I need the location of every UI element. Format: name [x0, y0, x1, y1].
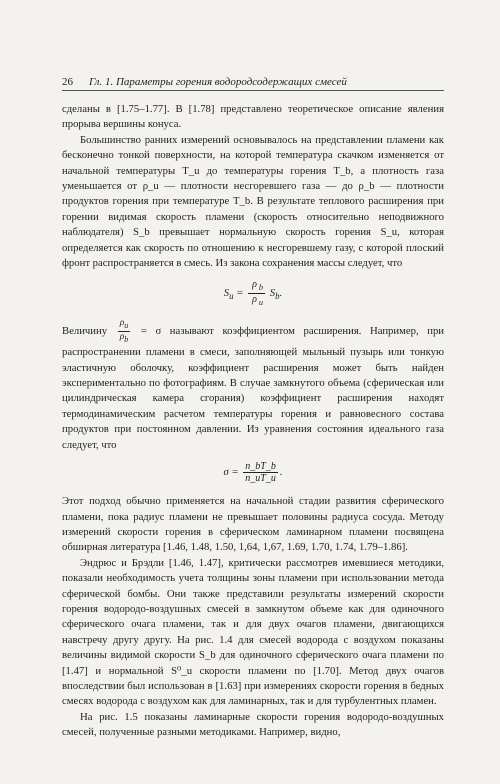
running-title: Гл. 1. Параметры горения водородсодержащих смесей: [89, 76, 347, 88]
running-header: [62, 76, 444, 91]
equation-mass-conservation: $S_u$ = $\frac{\rho _b}{\rho _u}$ $S_b$.: [223, 279, 283, 308]
body-text: [62, 102, 444, 741]
equation-expansion-ratio: σ = $\frac{n\_bT\_b}{n\_uT\_u}$ .: [223, 461, 283, 485]
paragraph: Этот подход обычно применяется на начальной стадии развития сферического пламени, пока радиус пламени не превышает половины радиуса сосуда. Методу измерений скорости горения в сферическом ламинарном пламени посвящена обширная литература [1.46, 1.48, 1.50, 1,64, 1,67, 1.69, 1.70, 1.74, 1.79–1.86].: [62, 495, 444, 554]
paragraph: Эндрюс и Брэдли [1.46, 1.47], критически рассмотрев имевшиеся методики, показали необходимость учета толщины зоны пламени при использовании метода сферической бомбы. Они также представили результаты измерений скорости горения водородо-воздушных смесей в замкнутом объеме как для одиночного сферического очага пламени, так и для двух очагов пламени, двигающихся навстречу другу другу. На рис. 1.4 для смесей водорода с воздухом показаны величины видимой скорости S_b для одиночного сферического очага пламени по [1.47] и нормальной S⁰_u скорости пламени по [1.70]. Метод двух очагов впоследствии был использован в [1.63] при измерениях скорости горения в бедных смесях водорода с воздухом как для ламинарных, так и для турбулентных пламен.: [62, 556, 444, 708]
paragraph: Большинство ранних измерений основывалось на представлении пламени как бесконечно тонкой поверхности, на которой температура скачком изменяется от начальной температуры T_u до температуры горения T_b, а плотность газа уменьшается от ρ_u — плотности несгоревшего газа — до ρ_b — плотности продуктов горения при температуре T_b. В результате теплового расширения при горении видимая скорость пламени (скорость относительно неподвижного наблюдателя) S_b превышает нормальную скорость горения S_u, которая определяется как скорость по отношению к несгоревшему газу, с которой плоский фронт распространяется в смесь. Из закона сохранения массы следует, что: [62, 133, 444, 270]
paragraph: сделаны в [1.75–1.77]. В [1.78] представлено теоретическое описание явления прорыва вершины конуса.: [62, 103, 444, 131]
fraction: $\frac{\rho_u}{\rho_b}$: [119, 318, 129, 345]
fraction: $\frac{n\_bT\_b}{n\_uT\_u}$: [245, 461, 276, 485]
page-number: 26: [62, 76, 73, 88]
paragraph: На рис. 1.5 показаны ламинарные скорости горения водородо-воздушных смесей, полученные разными методиками. Например, видно,: [62, 710, 444, 739]
paragraph: Величину $\frac{\rho_u}{\rho_b}$ = σ называют коэффициентом расширения. Например, при распространении пламени в смеси, заполняющей мыльный пузырь или тонкую эластичную оболочку, коэффициент расширения может быть найден экспериментально по фотографиям. В случае замкнутого объема (сферическая или цилиндрическая камера сгорания) коэффициент расширения находят термодинамическим расчетом температуры горения и равновесного состава продуктов при постоянном давлении. Из уравнения состояния идеального газа следует, что: [62, 318, 445, 451]
fraction: $\frac{\rho _b}{\rho _u}$: [248, 279, 265, 308]
